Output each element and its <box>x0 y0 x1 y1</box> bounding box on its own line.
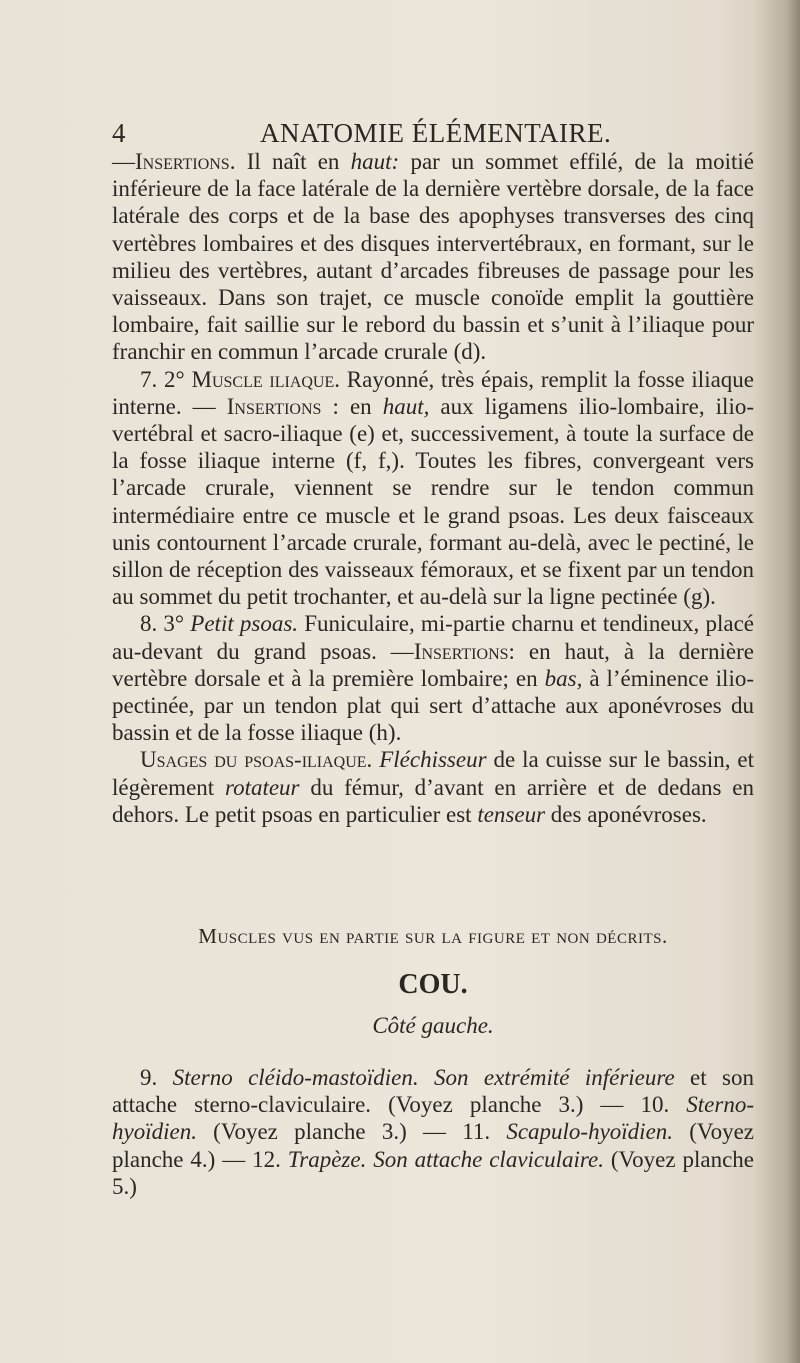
text-run: Insertions. <box>135 149 236 174</box>
paragraph-muscle-iliaque <box>112 366 754 611</box>
text-run: Insertions : <box>226 393 339 419</box>
text-run: Sterno-hyoïdien. <box>112 1092 754 1145</box>
neck-muscles-text <box>112 1064 754 1200</box>
text-run: aux ligamens ilio-lombaire, ilio-vertébral et sacro-iliaque (e) et, successivement, à toute la surface de la fosse iliaque interne (f, f,). Toutes les fibres, convergeant vers l’arcade crurale, viennent se rendre sur le tendon commun intermédiaire entre ce muscle et le grand psoas. Les deux faisceaux unis contournent l’arcade crurale, formant au-delà, avec le pectiné, le sillon de réception des vaisseaux fémoraux, et se fixent par un tendon au sommet du petit trochanter, et au-delà sur la ligne pectinée (g). <box>112 393 754 610</box>
text-run: Petit psoas. <box>190 611 299 637</box>
text-run: 9. <box>140 1065 173 1090</box>
page-number: 4 <box>112 118 126 148</box>
text-run: en haut, à la dernière vertèbre dorsale et à la première lombaire; en <box>112 638 754 691</box>
text-run: haut, <box>382 393 430 419</box>
region-title: COU. <box>398 969 468 1000</box>
text-run: de la cuisse sur le bassin, et légèrement <box>112 747 755 800</box>
paragraph-psoas-insertions <box>112 148 754 366</box>
paragraph-petit-psoas <box>112 610 754 746</box>
text-run: bas, <box>544 665 583 691</box>
section-heading: Muscles vus en partie sur la figure et non décrits. <box>198 924 668 948</box>
text-run: Rayonné, très épais, remplit la fosse iliaque interne. — <box>112 366 755 419</box>
text-run: Il naît en <box>235 149 351 174</box>
running-head <box>112 116 672 150</box>
running-title: ANATOMIE ÉLÉMENTAIRE. <box>260 118 612 148</box>
text-run: par un sommet effilé, de la moitié inférieure de la face latérale de la dernière vertèbre dorsale, de la face latérale des corps et de la base des apophyses transverses des cinq vertèbres lombaires et des disques intervertébraux, en formant, sur le milieu des vertèbres, autant d’arcades fibreuses de passage pour les vaisseaux. Dans son trajet, ce muscle conoïde emplit la gouttière lombaire, fait saillie sur le rebord du bassin et s’unit à l’iliaque pour franchir en commun l’arcade crurale (d). <box>112 149 755 365</box>
text-run: 7. 2° <box>140 366 192 392</box>
text-run: des aponévroses. <box>545 801 707 827</box>
text-run: Insertions: <box>413 638 515 664</box>
text-run: (Voyez planche 4.) — 12. <box>112 1119 754 1172</box>
text-run: et son attache sterno-claviculaire. (Voyez planche 3.) — 10. <box>112 1065 754 1118</box>
text-run: Funiculaire, mi-partie charnu et tendineux, placé au-devant du grand psoas. — <box>112 611 754 664</box>
text-run: (Voyez planche 5.) <box>112 1146 754 1199</box>
main-text <box>112 148 754 828</box>
text-run: du fémur, d’avant en arrière et de dedans en dehors. Le petit psoas en particulier est <box>112 774 754 827</box>
paragraph-neck-muscles <box>112 1064 754 1200</box>
text-run: haut: <box>350 149 400 174</box>
paragraph-usages <box>112 746 754 828</box>
text-run: à l’éminence ilio-pectinée, par un tendon plat qui sert d’attache aux aponévroses du bassin et de la fosse iliaque (h). <box>112 665 754 746</box>
text-run: Trapèze. Son attache claviculaire. <box>287 1146 604 1172</box>
text-run: 8. 3° <box>140 611 191 637</box>
page-edge-shadow <box>754 0 800 1363</box>
text-run: (Voyez planche 3.) — 11. <box>196 1119 507 1145</box>
text-run: en <box>338 393 383 419</box>
text-run: tenseur <box>477 801 546 827</box>
text-run: Sterno cléido-mastoïdien. Son extrémité inférieure <box>172 1065 675 1090</box>
text-run: rotateur <box>224 774 300 800</box>
text-run: Muscle iliaque. <box>191 366 341 392</box>
text-run: Fléchisseur <box>379 747 487 773</box>
text-run: — <box>112 149 135 174</box>
side-caption: Côté gauche. <box>372 1013 494 1038</box>
text-run: Scapulo-hyoïdien. <box>506 1119 674 1145</box>
text-run: Usages du psoas-iliaque. <box>140 747 373 773</box>
